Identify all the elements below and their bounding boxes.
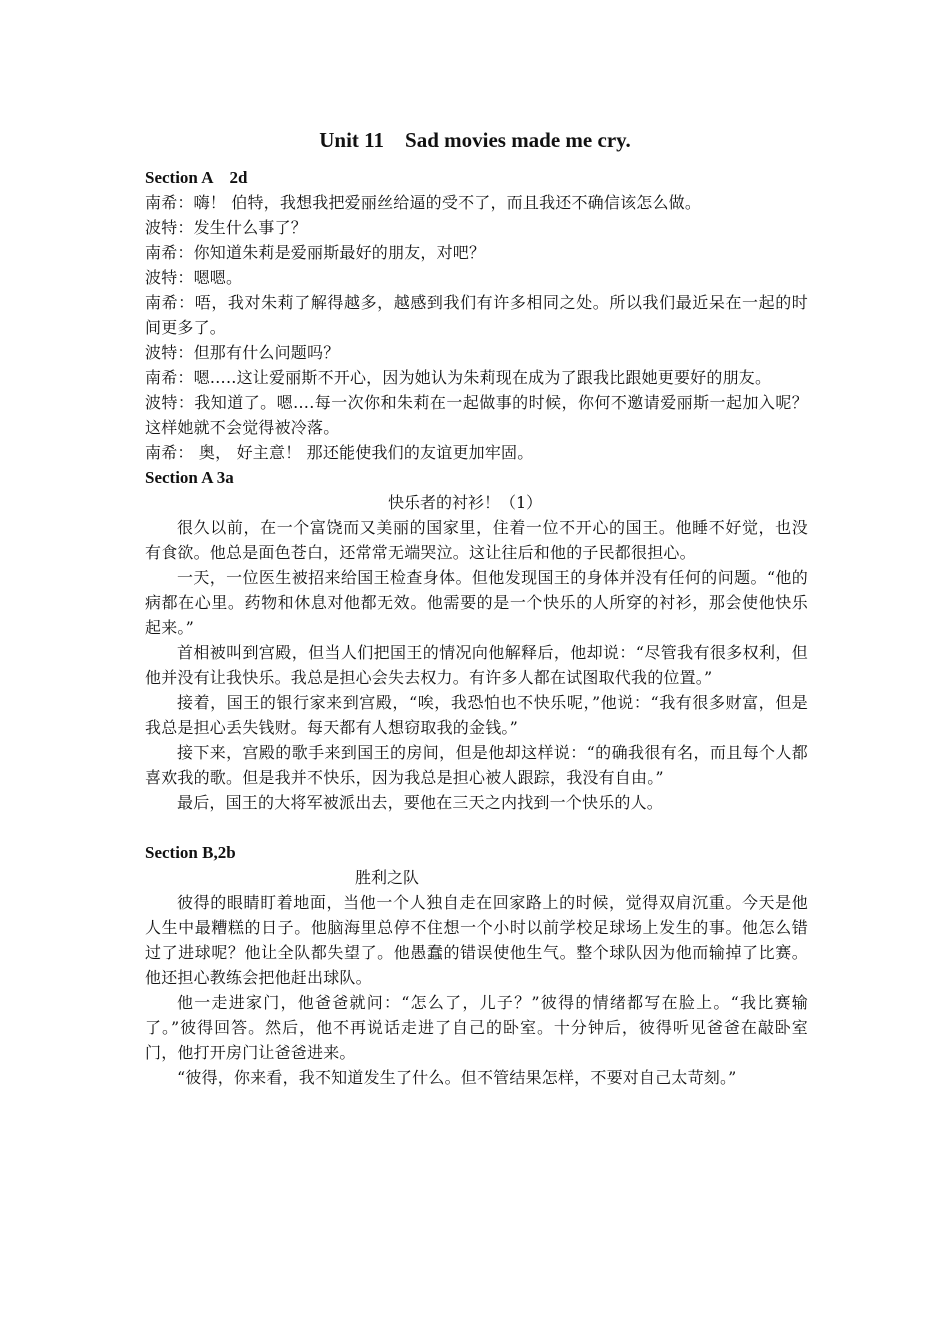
dialogue-line: 南希：你知道朱莉是爱丽斯最好的朋友，对吧？ [145,243,486,262]
dialogue-line: 南希： 奥， 好主意！ 那还能使我们的友谊更加牢固。 [145,443,534,462]
story-paragraph: 首相被叫到宫殿，但当人们把国王的情况向他解释后，他却说：“尽管我有很多权利，但他并没有让我快乐。我总是担心会失去权力。有许多人都在试图取代我的位置。” [145,643,808,687]
story-paragraph: 彼得的眼睛盯着地面，当他一个人独自走在回家路上的时候，觉得双肩沉重。今天是他人生中最糟糕的日子。他脑海里总停不住想一个小时以前学校足球场上发生的事。他怎么错过了进球呢？他让全队都失望了。他愚蠢的错误使他生气。整个球队因为他而输掉了比赛。他还担心教练会把他赶出球队。 [145,893,808,987]
section-heading-3a: Section A 3a [145,468,234,487]
dialogue-line: 南希：嗨！ 伯特，我想我把爱丽丝给逼的受不了，而且我还不确信该怎么做。 [145,193,702,212]
dialogue-line: 南希：嗯…..这让爱丽斯不开心，因为她认为朱莉现在成为了跟我比跟她更要好的朋友。 [145,368,772,387]
dialogue-line: 波特：我知道了。嗯….每一次你和朱莉在一起做事的时候，你何不邀请爱丽斯一起加入呢？这样她就不会觉得被冷落。 [145,393,808,437]
dialogue-line: 波特：嗯嗯。 [145,268,243,287]
story-paragraph: 接下来，宫殿的歌手来到国王的房间，但是他却这样说：“的确我很有名，而且每个人都喜欢我的歌。但是我并不快乐，因为我总是担心被人跟踪，我没有自由。” [145,743,808,787]
story-paragraph: 最后，国王的大将军被派出去，要他在三天之内找到一个快乐的人。 [177,793,664,812]
dialogue-line: 波特：但那有什么问题吗？ [145,343,340,362]
story-paragraph: “彼得，你来看，我不知道发生了什么。但不管结果怎样，不要对自己太苛刻。” [177,1068,737,1087]
story-paragraph: 一天，一位医生被招来给国王检查身体。但他发现国王的身体并没有任何的问题。“他的病都在心里。药物和休息对他都无效。他需要的是一个快乐的人所穿的衬衫，那会使他快乐起来。” [145,568,808,637]
story-title: 快乐者的衬衫！（1） [388,493,543,512]
dialogue-line: 南希：唔，我对朱莉了解得越多，越感到我们有许多相同之处。所以我们最近呆在一起的时间更多了。 [145,293,808,337]
section-heading-2d: Section A 2d [145,168,248,187]
story-title: 胜利之队 [355,868,420,887]
dialogue-line: 波特：发生什么事了？ [145,218,308,237]
document-body [145,165,808,1090]
story-paragraph: 很久以前，在一个富饶而又美丽的国家里，住着一位不开心的国王。他睡不好觉，也没有食欲。他总是面色苍白，还常常无端哭泣。这让往后和他的子民都很担心。 [145,518,808,562]
section-spacer [145,815,808,840]
story-paragraph: 接着，国王的银行家来到宫殿，“唉，我恐怕也不快乐呢，”他说：“我有很多财富，但是我总是担心丢失钱财。每天都有人想窃取我的金钱。” [145,693,808,737]
section-heading-2b: Section B,2b [145,843,236,862]
page-title: Unit 11 Sad movies made me cry. [319,128,631,152]
story-paragraph: 他一走进家门，他爸爸就问：“怎么了，儿子？”彼得的情绪都写在脸上。“我比赛输了。”彼得回答。然后，他不再说话走进了自己的卧室。十分钟后，彼得听见爸爸在敲卧室门，他打开房门让爸爸进来。 [145,993,808,1062]
